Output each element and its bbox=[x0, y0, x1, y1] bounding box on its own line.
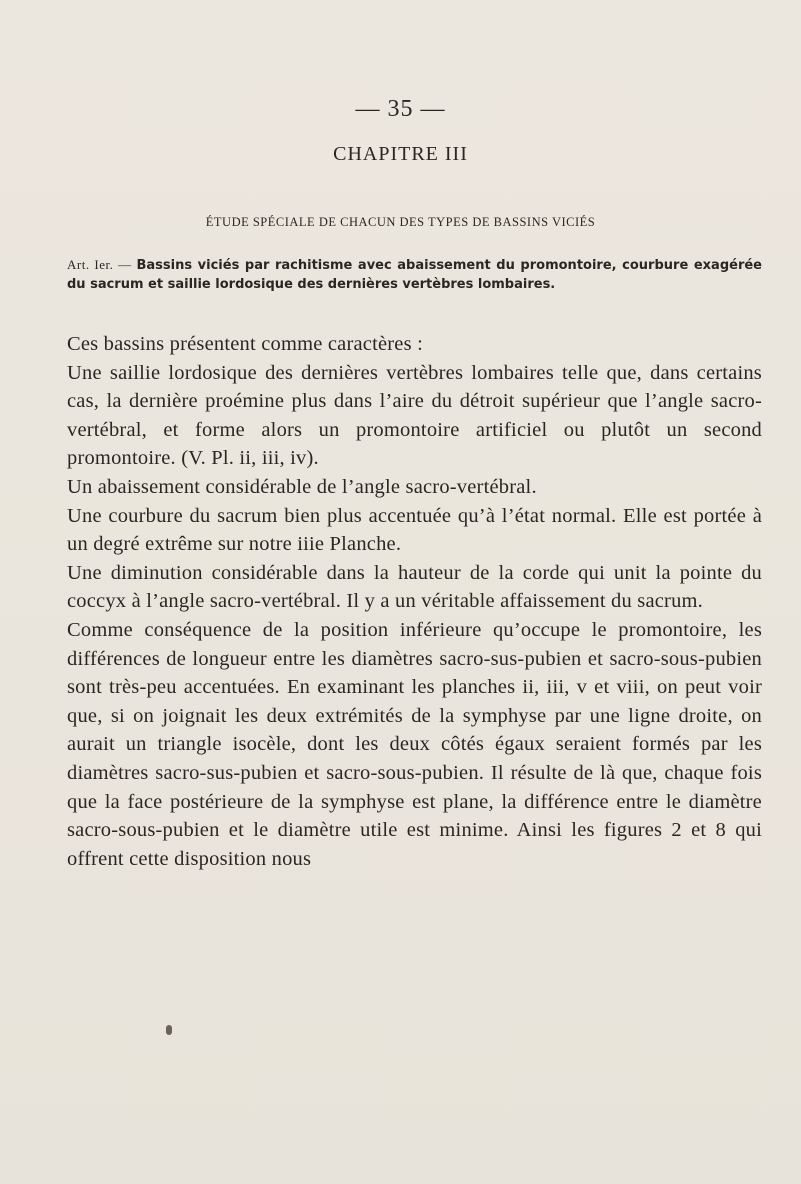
paragraph: Une courbure du sacrum bien plus accentuée qu’à l’état normal. Elle est portée à un degré extrême sur notre iiie Planche. bbox=[67, 504, 762, 556]
paragraph: Une saillie lordosique des dernières vertèbres lombaires telle que, dans certains cas, la dernière proémine plus dans l’aire du détroit supérieur que l’angle sacro-vertébral, et forme alors un promontoire artificiel ou plutôt un second promontoire. (V. Pl. ii, iii, iv). bbox=[67, 361, 762, 470]
ink-speck bbox=[166, 1025, 172, 1035]
article-heading bbox=[67, 255, 762, 294]
paragraph: Un abaissement considérable de l’angle sacro-vertébral. bbox=[67, 475, 537, 498]
paragraph: Une diminution considérable dans la hauteur de la corde qui unit la pointe du coccyx à l’angle sacro-vertébral. Il y a un véritable affaissement du sacrum. bbox=[67, 561, 762, 613]
section-title: ÉTUDE SPÉCIALE DE CHACUN DES TYPES DE BASSINS VICIÉS bbox=[205, 215, 596, 229]
paragraph: Comme conséquence de la position inférieure qu’occupe le promontoire, les différences de longueur entre les diamètres sacro-sus-pubien et sacro-sous-pubien sont très-peu accentuées. En examinant les planches ii, iii, v et viii, on peut voir que, si on joignait les deux extrémités de la symphyse par une ligne droite, on aurait un triangle isocèle, dont les deux côtés égaux seraient formés par les diamètres sacro-sus-pubien et sacro-sous-pubien. Il résulte de là que, chaque fois que la face postérieure de la symphyse est plane, la différence entre le diamètre sacro-sous-pubien et le diamètre utile est minime. Ainsi les figures 2 et 8 qui offrent cette disposition nous bbox=[67, 618, 762, 870]
body-text bbox=[67, 330, 762, 873]
article-label: Art. Ier. — bbox=[67, 257, 137, 272]
article-heading-text: Bassins viciés par rachitisme avec abaissement du promontoire, courbure exagérée du sacrum et saillie lordosique des dernières vertèbres lombaires. bbox=[67, 258, 762, 292]
paragraph: Ces bassins présentent comme caractères : bbox=[67, 333, 423, 355]
chapter-title: CHAPITRE III bbox=[333, 143, 468, 165]
page-number: — 35 — bbox=[355, 96, 446, 122]
